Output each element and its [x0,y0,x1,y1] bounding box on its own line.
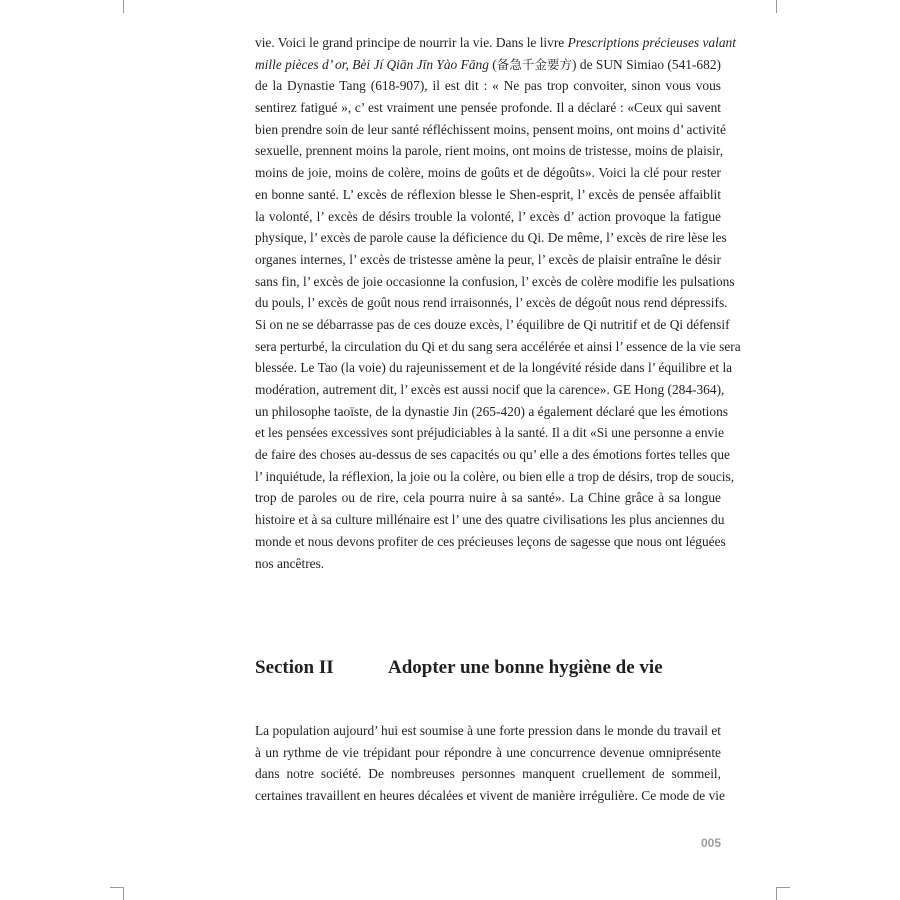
crop-mark-bottom-right-h [777,887,790,888]
text-line: vie. Voici le grand principe de nourrir la vie. Dans le livre Prescriptions précieuses valant [255,35,736,50]
text-line: La population aujourd’ hui est soumise à une forte pression dans le monde du travail et [255,723,721,738]
text-line: en bonne santé. L’ excès de réflexion blesse le Shen-esprit, l’ excès de pensée affaiblit [255,186,721,202]
crop-mark-top-right-v [776,0,777,13]
text-line: certaines travaillent en heures décalées et vivent de manière irrégulière. Ce mode de vie [255,788,725,804]
text-line: dans notre société. De nombreuses personnes manquent cruellement de sommeil, [255,766,721,782]
section-label: Section II [255,657,334,678]
text-line: un philosophe taoïste, de la dynastie Jin (265-420) a également déclaré que les émotions [255,403,729,419]
text-line: du pouls, l’ excès de goût nous rend irraisonnés, l’ excès de dégoût nous rend dépressifs. [255,295,728,311]
text-line: histoire et à sa culture millénaire est l’ une des quatre civilisations les plus anciennes du [255,512,725,528]
chinese-title: 备急千金要方 [496,56,573,72]
section-title: Adopter une bonne hygiène de vie [388,657,663,678]
text-line: à un rythme de vie trépidant pour répondre à une concurrence devenue omniprésente [255,744,721,760]
crop-mark-bottom-right-v [776,887,777,900]
body-paragraph-1 [255,32,741,574]
page-number: 005 [700,836,721,850]
text-line: et les pensées excessives sont préjudiciables à la santé. Il a dit «Si une personne a envie [255,425,724,441]
text-line: organes internes, l’ excès de tristesse amène la peur, l’ excès de plaisir entraîne le désir [255,251,721,267]
text-line: Si on ne se débarrasse pas de ces douze excès, l’ équilibre de Qi nutritif et de Qi défensif [255,316,730,332]
text-line: physique, l’ excès de parole cause la déficience du Qi. De même, l’ excès de rire lèse les [255,230,727,246]
text-line: sexuelle, prennent moins la parole, rient moins, ont moins de tristesse, moins de plaisir, [255,143,724,159]
text-line: sentirez fatigué », c’ est vraiment une pensée profonde. Il a déclaré : «Ceux qui savent [255,100,721,116]
text-line: moins de joie, moins de colère, moins de goûts et de dégoûts». Voici la clé pour rester [255,165,721,181]
text-line: monde et nous devons profiter de ces précieuses leçons de sagesse que nous ont léguées [255,533,726,549]
text-line: trop de paroles ou de rire, cela pourra nuire à sa santé». La Chine grâce à sa longue [255,490,721,506]
crop-mark-top-left-v [123,0,124,13]
text-line: sans fin, l’ excès de joie occasionne la confusion, l’ excès de colère modifie les pulsations [255,273,735,289]
text-line: mille pièces d’ or, Bèi Jí Qiān Jīn Yào Fāng (备急千金要方) de SUN Simiao (541-682) [255,56,721,72]
text-line: la volonté, l’ excès de désirs trouble la volonté, l’ excès d’ action provoque la fatigue [255,208,721,224]
text-line: modération, autrement dit, l’ excès est aussi nocif que la carence». GE Hong (284-364), [255,382,725,397]
book-title-italic: Prescriptions précieuses valant [567,35,736,50]
text-line: nos ancêtres. [255,555,325,571]
text-line: sera perturbé, la circulation du Qi et du sang sera accélérée et ainsi l’ essence de la vie sera [255,338,741,354]
crop-mark-bottom-left-v [123,887,124,900]
text-line: de faire des choses au-dessus de ses capacités ou qu’ elle a des émotions fortes telles que [255,447,730,463]
section-heading [255,653,721,683]
text-line: de la Dynastie Tang (618-907), il est dit : « Ne pas trop convoiter, sinon vous vous [255,78,721,94]
crop-mark-bottom-left-h [110,887,123,888]
text-line: blessée. Le Tao (la voie) du rajeunissement et de la longévité réside dans l’ équilibre et la [255,360,733,376]
text-line: l’ inquiétude, la réflexion, la joie ou la colère, ou bien elle a trop de désirs, trop de soucis, [255,468,735,484]
text-line: bien prendre soin de leur santé réfléchissent moins, pensent moins, ont moins d’ activité [255,121,726,137]
book-title-italic: mille pièces d’ or, Bèi Jí Qiān Jīn Yào Fāng [255,56,489,72]
body-paragraph-2 [255,720,725,807]
